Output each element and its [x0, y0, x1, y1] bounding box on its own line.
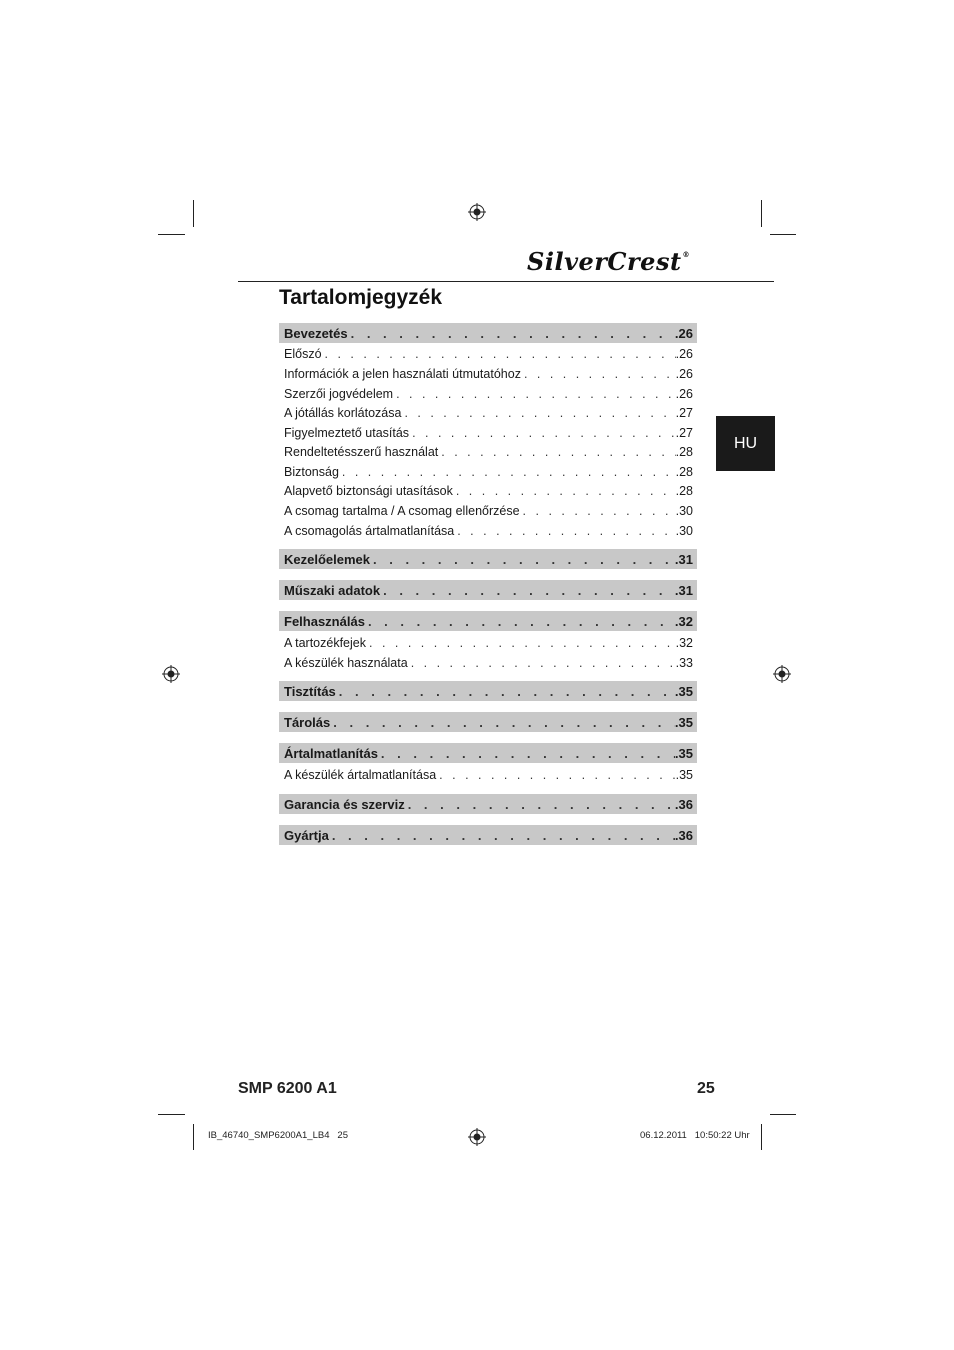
toc-page-number: .35 [675, 768, 693, 782]
print-slug-file: IB_46740_SMP6200A1_LB4 25 [208, 1130, 348, 1141]
toc-label: A csomagolás ártalmatlanítása [284, 524, 455, 538]
toc-leader-dots [454, 524, 675, 538]
toc-leader-dots [521, 367, 676, 381]
toc-leader-dots [370, 552, 675, 567]
toc-label: Ártalmatlanítás [284, 745, 378, 761]
toc-label: Bevezetés [284, 325, 348, 341]
toc-leader-dots [365, 614, 675, 629]
toc-section-row [279, 743, 697, 763]
crop-mark-icon [761, 200, 762, 227]
toc-label: Szerzői jogvédelem [284, 387, 394, 401]
toc-entry-row [279, 633, 697, 653]
toc-leader-dots [520, 504, 676, 518]
header-rule [238, 281, 774, 282]
toc-page-number: .27 [675, 426, 693, 440]
toc-leader-dots [330, 715, 675, 730]
toc-label: Tisztítás [284, 683, 336, 699]
toc-label: Felhasználás [284, 613, 365, 629]
toc-leader-dots [453, 484, 676, 498]
toc-page-number: .30 [675, 524, 693, 538]
toc-leader-dots [393, 387, 676, 401]
toc-page-number: .33 [675, 656, 693, 670]
toc-section-row [279, 681, 697, 701]
toc-section-row [279, 549, 697, 569]
toc-label: Előszó [284, 347, 322, 361]
crop-mark-icon [770, 1114, 796, 1115]
toc-entry-row [279, 481, 697, 501]
toc-leader-dots [339, 465, 676, 479]
toc-leader-dots [366, 636, 676, 650]
toc-page-number: .26 [675, 367, 693, 381]
toc-entry-row [279, 403, 697, 423]
toc-leader-dots [436, 768, 675, 782]
toc-page-number: .31 [674, 551, 693, 567]
toc-leader-dots [329, 828, 675, 843]
crop-mark-icon [193, 1124, 194, 1150]
crop-mark-icon [158, 234, 185, 235]
toc-section-row [279, 825, 697, 845]
toc-label: Tárolás [284, 714, 331, 730]
toc-section-row [279, 712, 697, 732]
toc-page-number: .26 [675, 387, 693, 401]
toc-leader-dots [409, 426, 676, 440]
toc-label: Alapvető biztonsági utasítások [284, 484, 453, 498]
toc-label: Információk a jelen használati útmutatóhoz [284, 367, 521, 381]
toc-leader-dots [336, 684, 675, 699]
toc-label: A csomag tartalma / A csomag ellenőrzése [284, 504, 520, 518]
toc-label: A jótállás korlátozása [284, 406, 402, 420]
toc-leader-dots [401, 406, 675, 420]
toc-page-number: .31 [674, 582, 693, 598]
crop-mark-icon [158, 1114, 185, 1115]
toc-leader-dots [322, 347, 676, 361]
toc-entry-row [279, 765, 697, 785]
toc-section-row [279, 580, 697, 600]
toc-leader-dots [438, 445, 675, 459]
toc-label: A készülék ártalmatlanítása [284, 768, 437, 782]
brand-logo [527, 247, 690, 276]
print-slug-date: 06.12.2011 10:50:22 Uhr [640, 1130, 750, 1141]
page-number: 25 [697, 1080, 715, 1097]
toc-leader-dots [408, 656, 676, 670]
toc-leader-dots [380, 583, 675, 598]
toc-label: A tartozékfejek [284, 636, 366, 650]
toc-label: Műszaki adatok [284, 582, 381, 598]
toc-page-number: .35 [674, 683, 693, 699]
toc-section-row [279, 323, 697, 343]
toc-label: Gyártja [284, 827, 329, 843]
model-number: SMP 6200 A1 [238, 1080, 337, 1097]
toc-page-number: .32 [674, 613, 693, 629]
toc-page-number: .36 [674, 827, 693, 843]
toc-page-number: .32 [675, 636, 693, 650]
crop-mark-icon [193, 200, 194, 227]
toc-section-row [279, 794, 697, 814]
toc-page-number: .30 [675, 504, 693, 518]
language-tab: HU [716, 416, 775, 471]
toc-leader-dots [378, 746, 675, 761]
brand-logo-text: SilverCrest [527, 247, 682, 276]
toc-label: A készülék használata [284, 656, 408, 670]
toc-page-number: .36 [674, 796, 693, 812]
toc-page-number: .35 [674, 745, 693, 761]
toc-page-number: .35 [674, 714, 693, 730]
toc-entry-row [279, 442, 697, 462]
toc-entry-row [279, 364, 697, 384]
toc-entry-row [279, 501, 697, 521]
crosshair-registration-icon [468, 1128, 486, 1146]
crosshair-registration-icon [773, 665, 791, 683]
toc-entry-row [279, 423, 697, 443]
toc-entry-row [279, 521, 697, 541]
crosshair-registration-icon [162, 665, 180, 683]
toc-leader-dots [348, 326, 675, 341]
toc-label: Figyelmeztető utasítás [284, 426, 410, 440]
toc-label: Biztonság [284, 465, 339, 479]
crop-mark-icon [761, 1124, 762, 1150]
toc-label: Rendeltetésszerű használat [284, 445, 439, 459]
toc-page-number: .28 [675, 465, 693, 479]
toc-label: Kezelőelemek [284, 551, 370, 567]
toc-entry-row [279, 462, 697, 482]
toc-entry-row [279, 344, 697, 364]
page-title: Tartalomjegyzék [279, 286, 443, 309]
crosshair-registration-icon [468, 203, 486, 221]
toc-section-row [279, 611, 697, 631]
registered-mark: ® [682, 250, 691, 259]
toc-entry-row [279, 384, 697, 404]
toc-label: Garancia és szerviz [284, 796, 405, 812]
toc-page-number: .28 [675, 484, 693, 498]
toc-page-number: .27 [675, 406, 693, 420]
toc-page-number: .28 [675, 445, 693, 459]
toc-entry-row [279, 653, 697, 673]
toc-leader-dots [405, 797, 675, 812]
toc-page-number: .26 [675, 347, 693, 361]
toc-page-number: .26 [674, 325, 693, 341]
crop-mark-icon [770, 234, 796, 235]
